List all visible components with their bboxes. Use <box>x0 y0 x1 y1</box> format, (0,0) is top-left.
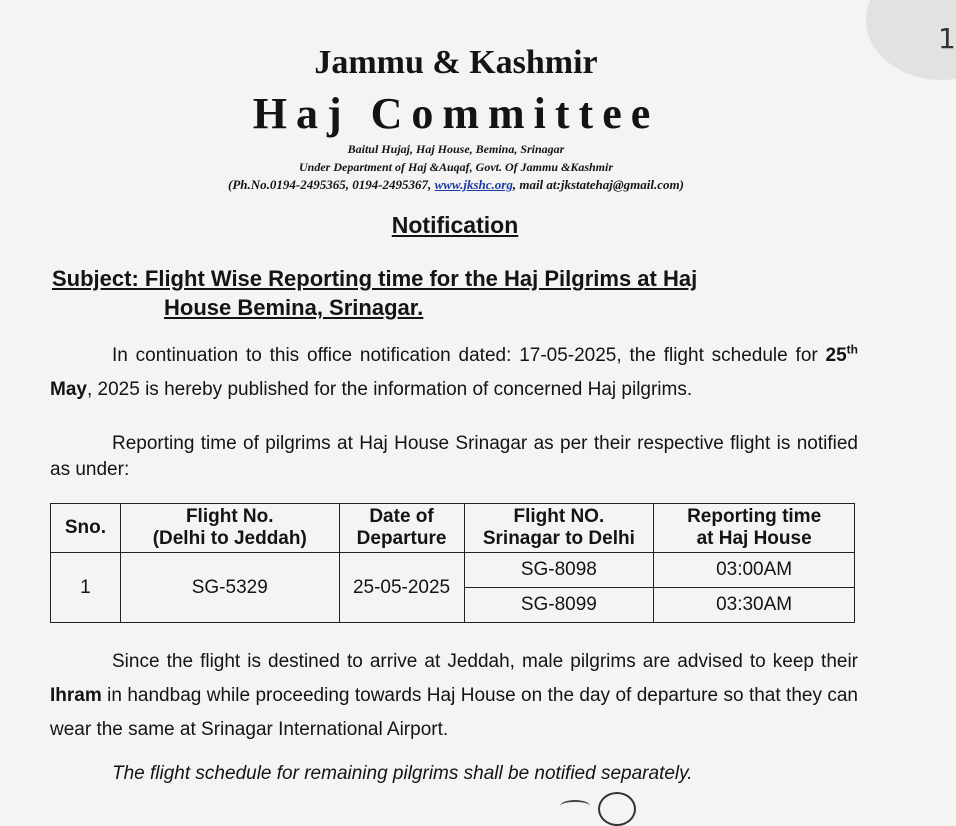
header-sno: Sno. <box>51 504 121 553</box>
header-connecting-flight <box>464 504 654 553</box>
para1-text-a: In continuation to this office notification dated: 17-05-2025, the flight schedule for <box>112 345 826 366</box>
table-row <box>51 553 855 588</box>
signature-mark <box>598 792 636 826</box>
date-month: May <box>50 379 87 400</box>
header-organization: Haj Committee <box>252 89 660 138</box>
contact-phone: (Ph.No.0194-2495365, 0194-2495367, <box>228 177 435 192</box>
cell-date: 25-05-2025 <box>339 553 464 623</box>
header-contact <box>0 177 912 193</box>
para3-text-a: Since the flight is destined to arrive at Jeddah, male pilgrims are advised to keep their <box>112 651 858 672</box>
notification-title: Notification <box>391 212 519 238</box>
cell-reporting-time-1: 03:00AM <box>654 553 855 588</box>
paragraph-continuation <box>50 339 858 407</box>
subject-line-2 <box>52 293 867 322</box>
header-conn-line2: Srinagar to Delhi <box>482 528 635 549</box>
header-date-line2: Departure <box>356 528 447 549</box>
header-rep-line1: Reporting time <box>687 506 822 527</box>
paragraph-remaining: The flight schedule for remaining pilgrims shall be notified separately. <box>112 763 693 784</box>
date-day: 25 <box>825 345 847 366</box>
ihram-word: Ihram <box>50 685 102 706</box>
table-header-row <box>51 504 855 553</box>
paragraph-reporting: Reporting time of pilgrims at Haj House Srinagar as per their respective flight is notified as under: <box>50 433 858 480</box>
cell-reporting-time-2: 03:30AM <box>654 588 855 623</box>
cell-sno: 1 <box>51 553 121 623</box>
para1-text-b: , 2025 is hereby published for the information of concerned Haj pilgrims. <box>86 379 693 400</box>
header-flight-line1: Flight No. <box>185 506 274 527</box>
contact-email: , mail at:jkstatehaj@gmail.com) <box>512 177 684 192</box>
header-state: Jammu & Kashmir <box>314 44 598 81</box>
paragraph-ihram <box>50 645 858 747</box>
header-address: Baitul Hujaj, Haj House, Bemina, Srinagar <box>347 142 565 156</box>
para3-text-b: in handbag while proceeding towards Haj House on the day of departure so that they can wear the same at Srinagar International Airport. <box>50 685 858 740</box>
header-date-line1: Date of <box>369 506 434 527</box>
page-number: 1 <box>938 22 956 55</box>
header-flight <box>120 504 339 553</box>
header-conn-line1: Flight NO. <box>513 506 605 527</box>
cell-flight: SG-5329 <box>120 553 339 623</box>
header-department: Under Department of Haj &Auqaf, Govt. Of Jammu &Kashmir <box>298 160 614 174</box>
subject-line-1: Subject: Flight Wise Reporting time for the Haj Pilgrims at Haj <box>52 266 698 291</box>
header-flight-line2: (Delhi to Jeddah) <box>152 528 307 549</box>
cell-connecting-flight-2: SG-8099 <box>464 588 654 623</box>
subject <box>52 264 867 322</box>
cell-connecting-flight-1: SG-8098 <box>464 553 654 588</box>
header-rep-line2: at Haj House <box>696 528 812 549</box>
date-suffix: th <box>846 342 858 357</box>
header-reporting-time <box>654 504 855 553</box>
subject-line-2-text: House Bemina, Srinagar. <box>164 295 424 320</box>
flight-schedule-table <box>50 503 855 623</box>
website-link[interactable]: www.jkshc.org <box>434 177 513 192</box>
signature-stroke <box>560 800 590 812</box>
header-date <box>339 504 464 553</box>
